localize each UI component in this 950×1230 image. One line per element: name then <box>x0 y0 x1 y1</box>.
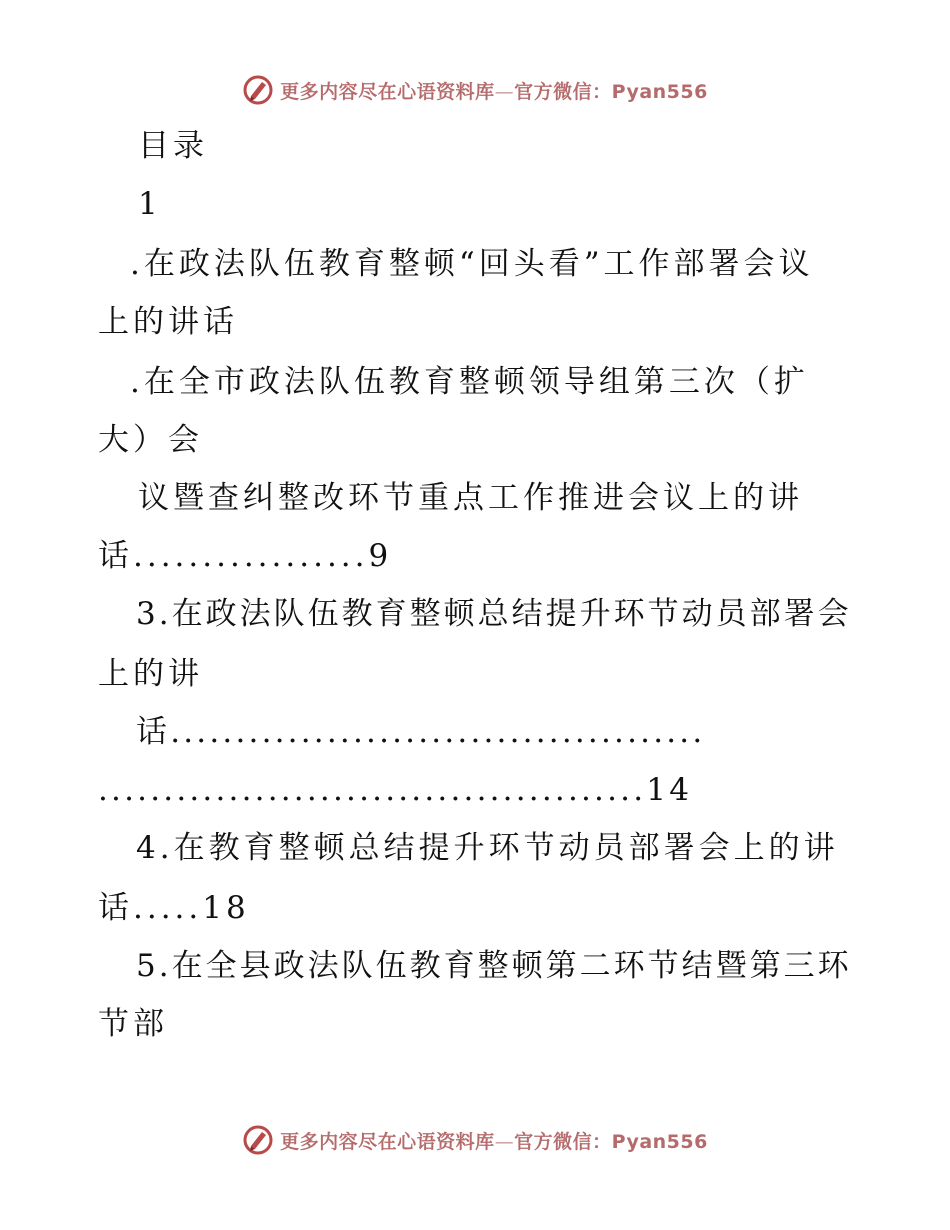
toc-line: 话.....18 <box>98 890 250 926</box>
header-watermark <box>0 68 950 112</box>
watermark-wechat: Pyan556 <box>611 1130 708 1153</box>
watermark-wechat: Pyan556 <box>611 80 708 103</box>
pen-logo-icon <box>242 1124 274 1156</box>
toc-line: .在全市政法队伍教育整顿领导组第三次（扩 <box>130 364 809 400</box>
toc-line: 议暨查纠整改环节重点工作推进会议上的讲 <box>138 480 803 516</box>
toc-title: 目录 <box>138 128 208 164</box>
toc-line: 大）会 <box>98 422 203 458</box>
toc-line: ..........................................14 <box>98 772 693 808</box>
toc-line: 话.................9 <box>98 538 393 574</box>
watermark-text <box>280 77 708 104</box>
watermark-main: 更多内容尽在心语资料库 <box>280 1130 495 1153</box>
toc-line: 5.在全县政法队伍教育整顿第二环节结暨第三环 <box>136 948 852 984</box>
toc-line: .在政法队伍教育整顿“回头看”工作部署会议 <box>130 246 814 282</box>
toc-line: 4.在教育整顿总结提升环节动员部署会上的讲 <box>136 830 839 866</box>
footer-watermark <box>0 1118 950 1162</box>
toc-line: 3.在政法队伍教育整顿总结提升环节动员部署会 <box>136 596 852 632</box>
toc-line: 话......................................... <box>136 714 706 750</box>
toc-line: 节部 <box>98 1006 168 1042</box>
watermark-official: 官方微信： <box>514 80 612 103</box>
watermark-dash: — <box>494 1130 515 1153</box>
pen-logo-icon <box>242 74 274 106</box>
watermark-dash: — <box>494 80 515 103</box>
watermark-official: 官方微信： <box>514 1130 612 1153</box>
toc-line: 上的讲 <box>98 656 203 692</box>
watermark-text <box>280 1127 708 1154</box>
toc-line: 上的讲话 <box>98 304 238 340</box>
watermark-main: 更多内容尽在心语资料库 <box>280 80 495 103</box>
toc-line: 1 <box>138 186 162 222</box>
